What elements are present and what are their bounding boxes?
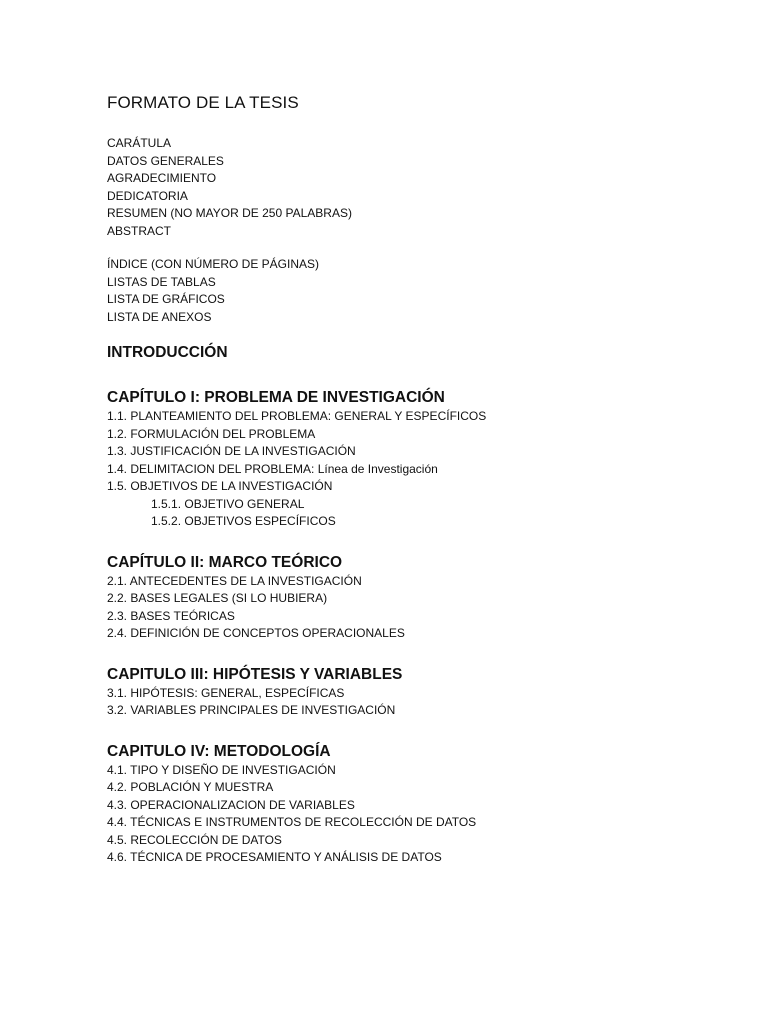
chapter-items bbox=[107, 685, 727, 720]
chapter-2 bbox=[107, 553, 727, 643]
list-item: LISTA DE ANEXOS bbox=[107, 309, 212, 324]
document-title: FORMATO DE LA TESIS bbox=[107, 93, 299, 112]
list-item: 3.2. VARIABLES PRINCIPALES DE INVESTIGACIÓN bbox=[107, 703, 396, 717]
list-item: 1.5. OBJETIVOS DE LA INVESTIGACIÓN bbox=[107, 479, 333, 493]
list-item: 4.3. OPERACIONALIZACION DE VARIABLES bbox=[107, 797, 355, 812]
chapter-items bbox=[107, 408, 727, 531]
chapter-1 bbox=[107, 388, 727, 531]
document-page bbox=[107, 93, 727, 867]
introduction-heading: INTRODUCCIÓN bbox=[107, 344, 228, 361]
chapter-heading: CAPÍTULO I: PROBLEMA DE INVESTIGACIÓN bbox=[107, 389, 445, 406]
front-matter-list bbox=[107, 135, 727, 240]
list-item: 1.3. JUSTIFICACIÓN DE LA INVESTIGACIÓN bbox=[107, 444, 356, 458]
list-item: LISTA DE GRÁFICOS bbox=[107, 292, 225, 306]
list-item: 1.5.1. OBJETIVO GENERAL bbox=[151, 496, 305, 511]
list-item: 1.4. DELIMITACION DEL PROBLEMA: Línea de Investigación bbox=[107, 461, 438, 476]
chapter-items bbox=[107, 762, 727, 867]
list-item: 1.1. PLANTEAMIENTO DEL PROBLEMA: GENERAL Y ESPECÍFICOS bbox=[107, 409, 487, 423]
list-item: 2.1. ANTECEDENTES DE LA INVESTIGACIÓN bbox=[107, 573, 362, 588]
list-item: LISTAS DE TABLAS bbox=[107, 274, 216, 289]
spacer bbox=[107, 240, 727, 256]
list-item: 4.6. TÉCNICA DE PROCESAMIENTO Y ANÁLISIS DE DATOS bbox=[107, 850, 442, 864]
list-item: AGRADECIMIENTO bbox=[107, 171, 217, 185]
list-item: 2.4. DEFINICIÓN DE CONCEPTOS OPERACIONALES bbox=[107, 626, 405, 640]
list-item: RESUMEN (NO MAYOR DE 250 PALABRAS) bbox=[107, 206, 352, 220]
list-item: 4.1. TIPO Y DISEÑO DE INVESTIGACIÓN bbox=[107, 762, 336, 777]
list-item: 1.5.2. OBJETIVOS ESPECÍFICOS bbox=[151, 514, 336, 528]
list-item: DATOS GENERALES bbox=[107, 153, 224, 168]
chapter-items bbox=[107, 573, 727, 643]
list-item: 4.5. RECOLECCIÓN DE DATOS bbox=[107, 832, 282, 847]
indices-list bbox=[107, 256, 727, 326]
chapter-4 bbox=[107, 742, 727, 867]
list-item: 4.4. TÉCNICAS E INSTRUMENTOS DE RECOLECCIÓN DE DATOS bbox=[107, 815, 477, 829]
chapter-3 bbox=[107, 665, 727, 720]
list-item: ÍNDICE (CON NÚMERO DE PÁGINAS) bbox=[107, 257, 320, 271]
chapter-heading: CAPITULO IV: METODOLOGÍA bbox=[107, 742, 331, 760]
list-item: 1.2. FORMULACIÓN DEL PROBLEMA bbox=[107, 426, 316, 441]
list-item: 3.1. HIPÓTESIS: GENERAL, ESPECÍFICAS bbox=[107, 685, 345, 700]
list-item: 2.3. BASES TEÓRICAS bbox=[107, 608, 235, 623]
list-item: 2.2. BASES LEGALES (SI LO HUBIERA) bbox=[107, 591, 328, 605]
chapter-heading: CAPÍTULO II: MARCO TEÓRICO bbox=[107, 553, 343, 571]
list-item: DEDICATORIA bbox=[107, 188, 188, 203]
list-item: ABSTRACT bbox=[107, 223, 172, 238]
list-item: 4.2. POBLACIÓN Y MUESTRA bbox=[107, 780, 274, 794]
chapter-heading: CAPITULO III: HIPÓTESIS Y VARIABLES bbox=[107, 665, 403, 683]
list-item: CARÁTULA bbox=[107, 136, 172, 150]
